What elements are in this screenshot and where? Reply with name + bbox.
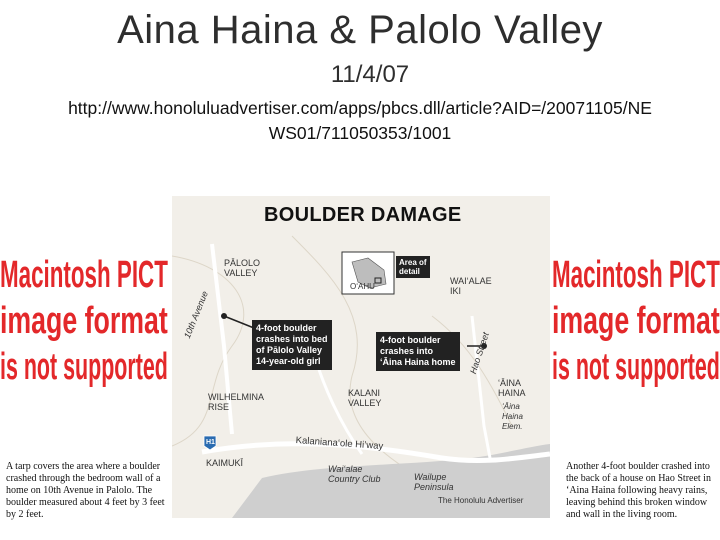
photo-caption-right: Another 4-foot boulder crashed into the back of a house on Hao Street in ‘Aina Haina following heavy rains, leaving behind this broken window and wall in the living room. (566, 461, 711, 520)
unsupported-image-placeholder-left (0, 252, 168, 390)
label-palolo-valley: PĀLOLO VALLEY (224, 258, 261, 278)
article-url[interactable] (14, 96, 706, 146)
label-aina-haina: ‘ĀINA HAINA (498, 378, 526, 398)
pict-line: is not supported (0, 346, 168, 388)
label-h1: H1 (206, 439, 215, 446)
label-kalanianaole-highway: Kalaniana‘ole Hi’way (295, 435, 384, 453)
pict-line: image format (0, 300, 168, 342)
map-credit: The Honolulu Advertiser (438, 496, 524, 505)
ocean-area (232, 444, 550, 518)
label-wailupe-peninsula: Wailupe Peninsula (414, 472, 454, 492)
photo-caption-left: A tarp covers the area where a boulder crashed through the bedroom wall of a home on 10th Avenue in Palolo. The boulder measured about 4 feet by 3 feet by 2 feet. (6, 461, 165, 520)
damage-marker-palolo (221, 313, 227, 319)
pict-line: Macintosh PICT (0, 254, 168, 296)
article-url-line-1[interactable]: http://www.honoluluadvertiser.com/apps/pbcs.dll/article?AID=/20071105/NE (68, 98, 652, 118)
slide-date: 11/4/07 (330, 61, 410, 88)
unsupported-image-placeholder-right (552, 252, 720, 390)
pict-line: Macintosh PICT (552, 254, 720, 296)
label-kalani-valley: KALANI VALLEY (348, 388, 382, 408)
label-waialae-iki: WAI‘ALAE IKI (450, 276, 492, 296)
contour-line (172, 256, 244, 446)
pict-line: is not supported (552, 346, 720, 388)
label-waialae-country-club: Wai‘alae Country Club (328, 464, 381, 484)
slide-title: Aina Haina & Palolo Valley (117, 8, 603, 52)
leader-line-palolo (224, 316, 254, 328)
callout-palolo-boulder: 4-foot boulder crashes into bed of Pālolo Valley 14-year-old girl (252, 320, 332, 370)
label-area-of-detail: Area of detail (396, 256, 430, 278)
pict-line: image format (552, 300, 720, 342)
map-title: BOULDER DAMAGE (264, 204, 462, 226)
label-hao-street: Hao Street (468, 331, 491, 376)
boulder-damage-map (172, 196, 550, 518)
label-10th-avenue: 10th Avenue (182, 289, 211, 340)
label-wilhelmina-rise: WILHELMINA RISE (208, 392, 265, 412)
article-url-line-2[interactable]: WS01/711050353/1001 (268, 123, 452, 143)
callout-aina-haina-boulder: 4-foot boulder crashes into ‘Āina Haina home (376, 332, 460, 371)
label-aina-haina-elementary: ‘Āina Haina Elem. (502, 402, 523, 431)
label-oahu: O‘AHU (350, 282, 375, 291)
label-kaimuki: KAIMUKĪ (206, 458, 244, 468)
